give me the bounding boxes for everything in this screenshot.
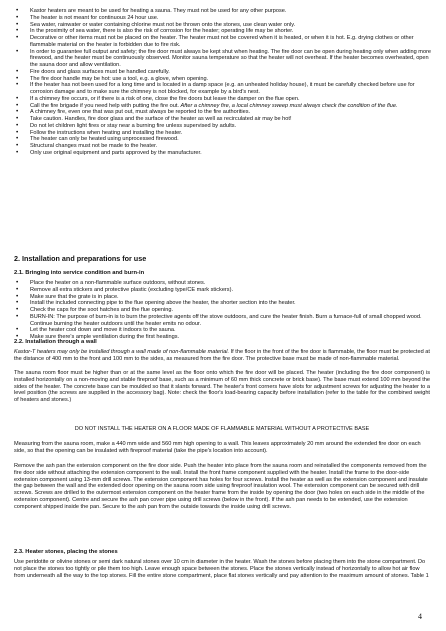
subsection-heading: 2.2. Installation through a wall — [14, 339, 97, 345]
list-item: • In order to guarantee full output and safety; the fire door must always be kept shut when heating. The fire door can be open during heating only when adding more firewood, and the heater must be continuously observed. Monitor sauna temperature so that the heater will not overheat. If the heater becomes overheated, open the sauna door and allow ventilation. — [8, 49, 438, 69]
list-item: • Remove all extra stickers and protective plastic (excluding type/CE mark stickers). — [8, 287, 438, 294]
list-item: • The fire door handle may be hot: use a tool, e.g. a glove, when opening. — [8, 76, 438, 83]
list-item: • Kastor heaters are meant to be used for heating a sauna. They must not be used for any other purpose. — [8, 8, 438, 15]
subsection-heading: 2.3. Heater stones, placing the stones — [14, 549, 118, 555]
section-heading: 2. Installation and preparations for use — [14, 254, 147, 263]
paragraph: Use peridotite or olivine stones or semi dark natural stones over 10 cm in diameter in the heater. Wash the stones before placing them into the stone compartment. Do not place the stones too tightly or pile them too high. Leave enough space between the stones. Place the stones vertically instead of horizontally to allow hot air flow from underneath all the way to the top stones. Fill the entire stone compartment, place flat stones vertically and pay attention to the maximum amount of stones. Table 1 — [14, 559, 429, 579]
list-item: • Take caution. Handles, fire door glass and the surface of the heater as well as recirculated air may be hot! — [8, 116, 438, 123]
list-item: • Place the heater on a non-flammable surface outdoors, without stones. — [8, 280, 438, 287]
list-item: • Make sure that the grate is in place. — [8, 294, 438, 301]
list-item — [8, 103, 438, 110]
list-item: • Let the heater cool down and move it indoors to the sauna. — [8, 327, 438, 334]
chimney-sweep-note: After a chimney fire, a local chimney sweep must always check the condition of the flue. — [180, 102, 398, 109]
list-item: • The heater is not meant for continuous 24 hour use. — [8, 15, 438, 22]
list-item: • Fire doors and glass surfaces must be handled carefully. — [8, 69, 438, 76]
list-item: • Sea water, rainwater or water containing chlorine must not be thrown onto the stones, use clean water only. — [8, 22, 438, 29]
list-item: • The heater can only be heated using unprocessed firewood. — [8, 136, 438, 143]
paragraph: Measuring from the sauna room, make a 440 mm wide and 560 mm high opening to a wall. This leaves approximately 20 mm around the extended fire door on each side, so that the opening can be insulated with fireproof material (take the pipe's location into account). — [14, 441, 421, 454]
list-item: • Make sure there's ample ventilation during the first heatings. — [8, 334, 438, 341]
list-item: • Do not let children light fires or stay near a burning fire unless supervised by adults. — [8, 123, 438, 130]
list-item: • BURN-IN: The purpose of burn-in is to burn the protective agents off the stove outdoors, and cure the heater finish. Burn a furnace-full of small chopped wood. Continue burning the heater outdoors until the heater emits no odour. — [8, 314, 438, 328]
paragraph: Remove the ash pan the extension component on the fire door side. Push the heater into place from the sauna room and reinstalled the components removed from the fire door side without attaching the extension component to the wall. Install the front frame component supplied with the heater. Install the frame to the door-side extension component using 13-mm drill screws. The extension component has holes for four screws. Install the heater as well as the extension component and insulate the gap between the wall and the extended door opening on the sauna room side using fireproof insulation wool. The extension component can be secured with drill screws. Screws are drilled to the outermost extension component on the heater frame from the inside by opening the door (two holes on each side in the middle of the extension component). Centre and secure the ash pan cover pipe using drill screws (below in the front). If the ash pan needs to be extended, use the extension component shipped inside the pan. Secure to the ash pan from the outside towards the inside using drill screws. — [14, 463, 428, 510]
paragraph — [14, 349, 430, 363]
subsection-heading: 2.1. Bringing into service condition and burn-in — [14, 270, 145, 276]
floor-protection-text: If the floor in the front of the fire door is flammable, the floor must be protected at the distance of 400 mm to the front and 100 mm to the sides, as measured from the fire door. The protective base must be made of non-flammable material. — [14, 349, 430, 362]
page-number: 4 — [418, 612, 422, 621]
wall-material-note: Kastor-T heaters may only be installed through a wall made of non-flammable material. — [14, 349, 230, 355]
list-item: • Check the caps for the soot hatches and the flue opening. — [8, 307, 438, 314]
list-item: • Decorative or other items must not be placed on the heater. The heater must not be covered when it is heated, or when it is hot. E.g. drying clothes or other flammable material on the heater is forbidden due to fire risk. — [8, 35, 438, 49]
list-item: • Structural changes must not be made to the heater. — [8, 143, 438, 150]
list-item: • Install the included connecting pipe to the flue opening above the heater, the shorter section into the heater. — [8, 300, 438, 307]
list-item: • If the heater has not been used for a long time and is located in a damp space (e.g. an unheated holiday house), it must be carefully checked before use for corrosion damage and to make sure the chimney is not blocked, for example by a bird's nest. — [8, 82, 438, 96]
burn-in-list — [8, 280, 438, 341]
list-item: • Follow the instructions when heating and installing the heater. — [8, 130, 438, 137]
list-item: • If a chimney fire occurs, or if there is a risk of one, close the fire doors but leave the damper on the flue open. — [8, 96, 438, 103]
list-item: • Only use original equipment and parts approved by the manufacturer. — [8, 150, 438, 157]
list-item: • A chimney fire, even one that was put out, must always be reported to the fire authorities. — [8, 109, 438, 116]
warning-text: DO NOT INSTALL THE HEATER ON A FLOOR MADE OF FLAMMABLE MATERIAL WITHOUT A PROTECTIVE BASE — [74, 426, 370, 432]
list-item-text: Call the fire brigade if you need help with putting the fire out. — [30, 102, 181, 109]
paragraph: The sauna room floor must be higher than or at the same level as the floor onto which the fire door will be placed. The heater (including the fire door component) is installed horizontally on a non-moving and stable fireproof base, such as a minimum of 60 mm thick concrete or brick base). The base must extend 100 mm beyond the sides of the heater. The concrete base can be moulded so that it slants forward. The heater's front corners have slots for adjustment screws for adjusting the heater to a level position (the screws are supplied in the accessory bag). Note: check the floor's load-bearing capacity before installation (refer to the table for the combined weight of heaters and stones.) — [14, 370, 430, 403]
safety-list — [8, 8, 438, 157]
list-item: • In the proximity of sea water, there is also the risk of corrosion for the heater; operating life may be shorter. — [8, 28, 438, 35]
